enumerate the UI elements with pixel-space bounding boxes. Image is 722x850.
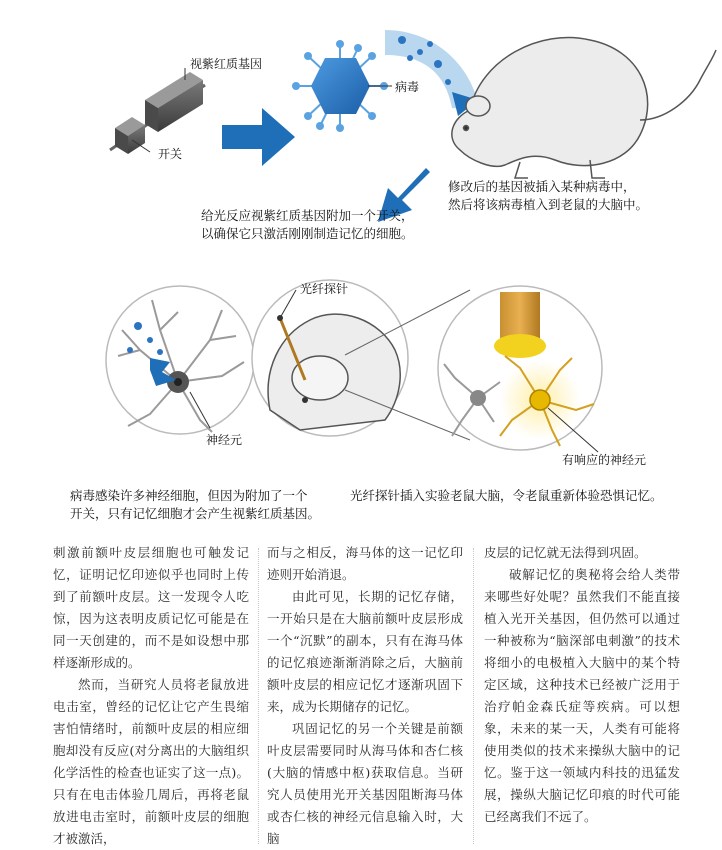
paragraph: 然而，当研究人员将老鼠放进电击室，曾经的记忆让它产生畏缩害怕情绪时，前额叶皮层的相应细胞却没有反应(对分离出的大脑组织化学活性的检查也证实了这一点)。只有在电击体验几周后，再将老鼠放进电击室时，前额叶皮层的细胞才被激活， — [53, 677, 249, 846]
probe-label: 光纤探针 — [300, 282, 349, 296]
caption-step4 — [350, 487, 663, 505]
paragraph: 巩固记忆的另一个关键是前额叶皮层需要同时从海马体和杏仁核(大脑的情感中枢)获取信息。当研究人员使用光开关基因阻断海马体或杏仁核的神经元信息输入时，大脑 — [267, 721, 463, 846]
neuron-label: 神经元 — [206, 433, 243, 447]
mouse-illustration — [452, 37, 716, 178]
switch-label: 开关 — [158, 147, 183, 161]
column-divider — [258, 548, 259, 844]
arrow-right-icon — [222, 108, 295, 166]
paragraph: 刺激前额叶皮层细胞也可触发记忆，证明记忆印迹似乎也同时上传到了前额叶皮层。这一发现令人吃惊，因为这表明皮质记忆可能是在同一天创建的，而不是如设想中那样逐渐形成的。 — [53, 545, 249, 670]
mouse-probe-panel — [252, 280, 408, 436]
text-column-2 — [267, 542, 463, 850]
virus-label: 病毒 — [395, 80, 420, 94]
paragraph: 由此可见，长期的记忆存储，一开始只是在大脑前额叶皮层形成一个“沉默”的副本，只有在海马体的记忆痕迹渐渐消除之后，大脑前额叶皮层的相应记忆才逐渐巩固下来，成为长期储存的记忆。 — [267, 589, 463, 714]
text-column-1 — [53, 542, 249, 850]
caption-step2 — [448, 178, 648, 214]
virus-icon — [292, 40, 392, 132]
responding-neuron-label: 有响应的神经元 — [562, 453, 647, 467]
gene-label: 视紫红质基因 — [190, 57, 263, 71]
caption-step3 — [70, 487, 320, 523]
gene-construct — [110, 68, 205, 154]
paragraph: 皮层的记忆就无法得到巩固。 — [484, 545, 647, 560]
caption-step1 — [201, 207, 414, 243]
paragraph: 而与之相反，海马体的这一记忆印迹则开始消退。 — [267, 545, 463, 582]
responding-neuron-panel — [438, 286, 602, 452]
column-divider — [473, 548, 474, 844]
caption-line: 以确保它只激活刚刚制造记忆的细胞。 — [201, 226, 414, 241]
caption-line: 然后将该病毒植入到老鼠的大脑中。 — [448, 197, 649, 212]
paragraph: 破解记忆的奥秘将会给人类带来哪些好处呢？虽然我们不能直接植入光开关基因，但仍然可以通过一种被称为“脑深部电刺激”的技术将细小的电极植入大脑中的某个特定区域，这种技术已经被广泛用于治疗帕金森氏症等疾病。可以想象，未来的某一天，人类有可能将使用类似的技术来操纵大脑中的记忆。鉴于这一领域内科技的迅猛发展，操纵大脑记忆印痕的时代可能已经离我们不远了。 — [484, 567, 680, 824]
text-column-3 — [484, 542, 680, 828]
neuron-infection-panel — [106, 286, 254, 434]
caption-line: 光纤探针插入实验老鼠大脑，令老鼠重新体验恐惧记忆。 — [350, 488, 663, 503]
caption-line: 开关，只有记忆细胞才会产生视紫红质基因。 — [70, 506, 321, 521]
caption-line: 病毒感染许多神经细胞，但因为附加了一个 — [70, 488, 308, 503]
caption-line: 修改后的基因被插入某种病毒中， — [448, 179, 636, 194]
article-columns — [0, 542, 722, 849]
caption-line: 给光反应视紫红质基因附加一个开关， — [201, 208, 414, 223]
